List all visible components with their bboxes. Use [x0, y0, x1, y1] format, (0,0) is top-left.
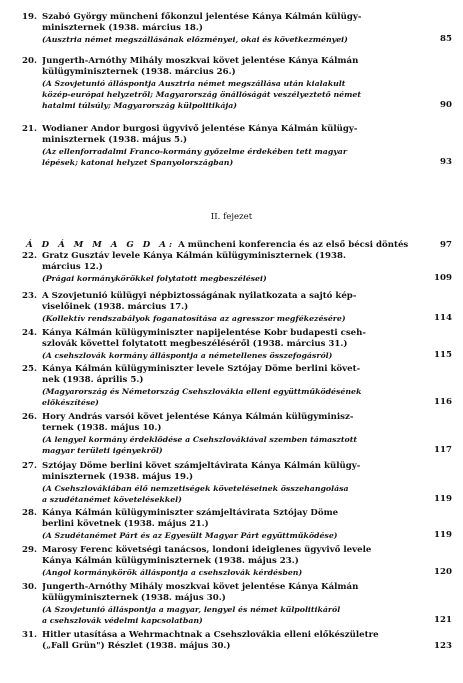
entry-summary: a csehszlovák védelmi kapcsolatban): [42, 616, 203, 625]
entry-number: 23.: [22, 291, 37, 301]
entry-number: 28.: [22, 508, 37, 518]
entry-number: 30.: [22, 582, 37, 592]
entry-title-line: ternek (1938. május 10.): [42, 423, 162, 433]
page-number: 109: [434, 273, 452, 283]
entry-title-line: Gratz Gusztáv levele Kánya Kálmán külügyminiszternek (1938.: [42, 251, 346, 261]
entry-title-line: külügyminiszternek (1938. május 30.): [42, 593, 226, 603]
page-number: 121: [434, 615, 452, 625]
entry-title-line: miniszternek (1938. március 18.): [42, 23, 203, 33]
entry-summary: (A csehszlovák kormány álláspontja a németellenes összefogásról): [42, 351, 333, 360]
entry-title-line: Kánya Kálmán külügyminiszter napijelentése Kobr budapesti cseh-: [42, 328, 366, 338]
page-number: 120: [434, 567, 452, 577]
entry-title-line: miniszternek (1938. május 5.): [42, 135, 188, 145]
entry-summary: (Magyarország és Németország Csehszlovákia elleni együttműködésének: [42, 387, 362, 396]
entry-title-line: berlini követnek (1938. május 21.): [42, 519, 209, 529]
entry-summary: (A Szovjetunió álláspontja a magyar, lengyel és német külpolitikáról: [42, 605, 341, 614]
entry-number: 31.: [22, 630, 37, 640]
entry-number: 29.: [22, 545, 37, 555]
entry-title-line: szlovák követtel folytatott megbeszéléséről (1938. március 31.): [42, 339, 348, 349]
entry-title-line: Jungerth-Arnóthy Mihály moszkvai követ jelentése Kánya Kálmán: [42, 56, 359, 66]
entry-summary: (Kollektív rendszabályok foganatosítása az agresszor megfékezésére): [42, 314, 346, 323]
entry-number: 21.: [22, 124, 37, 134]
entry-summary: (Ausztria német megszállásának előzményei, okai és következményei): [42, 35, 348, 44]
essay-author: Á D Á M M A G D A:: [26, 240, 176, 250]
entry-summary: előkészítése): [42, 398, 99, 407]
page-number: 115: [434, 350, 452, 360]
chapter-heading: II. fejezet: [210, 212, 253, 222]
entry-number: 19.: [22, 12, 37, 22]
entry-title-line: Kánya Kálmán külügyminiszter levele Sztójay Döme berlini követ-: [42, 364, 361, 374]
page-number: 97: [440, 240, 452, 250]
entry-summary: hatalmi túlsúly; Magyarország külpolitikája): [42, 101, 237, 110]
entry-summary: (Angol kormánykörök álláspontja a csehszlovák kérdésben): [42, 568, 303, 577]
entry-number: 20.: [22, 56, 37, 66]
entry-title-line: Hory András varsói követ jelentése Kánya Kálmán külügyminisz-: [42, 412, 354, 422]
entry-summary: (Prágai kormánykörökkel folytatott megbeszélései): [42, 274, 267, 283]
entry-summary: (A Szovjetunió álláspontja Ausztria német megszállása után kialakult: [42, 79, 346, 88]
entry-title-line: Sztójay Döme berlini követ számjeltávirata Kánya Kálmán külügy-: [42, 461, 361, 471]
entry-title-line: Kánya Kálmán külügyminiszter számjeltávirata Sztójay Döme: [42, 508, 339, 518]
entry-title-line: miniszternek (1938. május 19.): [42, 472, 194, 482]
entry-number: 22.: [22, 251, 37, 261]
chapter-essay-line: [26, 240, 421, 251]
entry-summary: lépések; katonai helyzet Spanyolországban): [42, 158, 234, 167]
entry-title-line: Marosy Ferenc követségi tanácsos, londoni ideiglenes ügyvivő levele: [42, 545, 372, 555]
entry-title-line: Jungerth-Arnóthy Mihály moszkvai követ jelentése Kánya Kálmán: [42, 582, 359, 592]
entry-summary: (A Csehszlovákiában élő nemzetiségek követeléseinek összehangolása: [42, 484, 349, 493]
entry-summary: magyar területi igényekről): [42, 446, 163, 455]
page-number: 93: [440, 157, 452, 167]
page-number: 90: [440, 100, 452, 110]
essay-title: A müncheni konferencia és az első bécsi döntés: [178, 240, 409, 250]
entry-title-line: viselőinek (1938. március 17.): [42, 302, 189, 312]
entry-summary: (A lengyel kormány érdeklődése a Csehszlovákiával szemben támasztott: [42, 435, 357, 444]
entry-number: 24.: [22, 328, 37, 338]
entry-number: 25.: [22, 364, 37, 374]
entry-summary: közép-európai helyzetről; Magyarország önállóságát veszélyeztető német: [42, 90, 361, 99]
page-number: 114: [434, 313, 452, 323]
entry-title-line: Kánya Kálmán külügyminiszternek (1938. május 23.): [42, 556, 299, 566]
entry-title-line: Hitler utasítása a Wehrmachtnak a Csehszlovákia elleni előkészületre: [42, 630, 379, 640]
entry-title-line: március 12.): [42, 262, 103, 272]
entry-number: 26.: [22, 412, 37, 422]
entry-title-line: nek (1938. április 5.): [42, 375, 144, 385]
page-number: 116: [434, 397, 452, 407]
entry-title-line: („Fall Grün") Részlet (1938. május 30.): [42, 641, 231, 651]
entry-title-line: külügyminiszternek (1938. március 26.): [42, 67, 236, 77]
page-number: 85: [440, 34, 452, 44]
entry-title-line: A Szovjetunió külügyi népbiztosságának nyilatkozata a sajtó kép-: [42, 291, 357, 301]
entry-summary: a szudétanémet követelésekkel): [42, 495, 182, 504]
entry-title-line: Wodianer Andor burgosi ügyvivő jelentése Kánya Kálmán külügy-: [42, 124, 358, 134]
page-number: 119: [434, 530, 452, 540]
page-number: 123: [434, 641, 452, 651]
entry-summary: (A Szudétanémet Párt és az Egyesült Magyar Párt együttműködése): [42, 531, 338, 540]
page-number: 117: [434, 445, 452, 455]
entry-title-line: Szabó György müncheni főkonzul jelentése Kánya Kálmán külügy-: [42, 12, 362, 22]
page-number: 119: [434, 494, 452, 504]
entry-number: 27.: [22, 461, 37, 471]
entry-summary: (Az ellenforradalmi Franco-kormány győzelme érdekében tett magyar: [42, 147, 347, 156]
